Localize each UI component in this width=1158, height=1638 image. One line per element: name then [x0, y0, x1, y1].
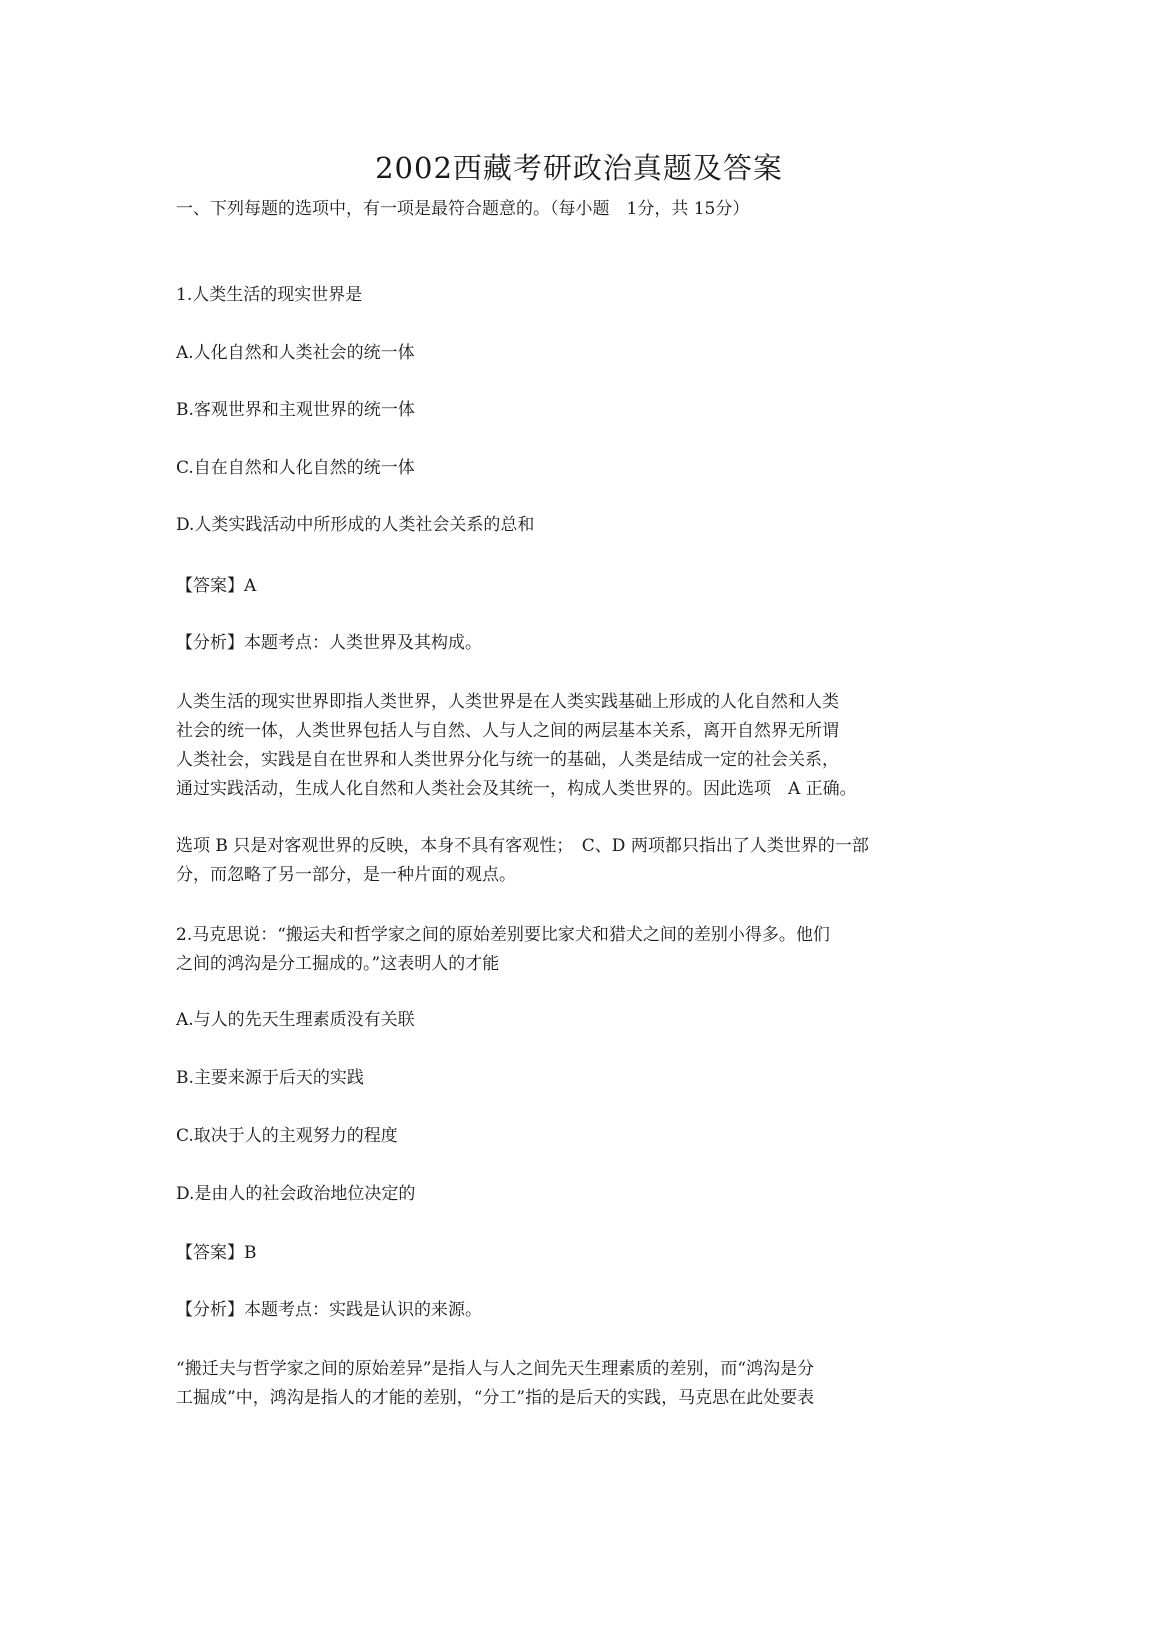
- q1-extra-line: 选项 B 只是对客观世界的反映，本身不具有客观性； C、D 两项都只指出了人类世界的一部: [176, 836, 869, 856]
- q2-option-b: B.主要来源于后天的实践: [176, 1068, 364, 1088]
- q2-answer: 【答案】B: [176, 1243, 257, 1263]
- q2-stem-line: 2.马克思说：“搬运夫和哲学家之间的原始差别要比家犬和猎犬之间的差别小得多。他们: [176, 925, 830, 945]
- q1-answer: 【答案】A: [176, 576, 257, 596]
- q2-stem: [176, 921, 986, 979]
- document-title: 2002西藏考研政治真题及答案: [375, 151, 783, 185]
- q1-analysis-point: 【分析】本题考点：人类世界及其构成。: [176, 633, 482, 653]
- q1-explanation-line: 通过实践活动，生成人化自然和人类社会及其统一，构成人类世界的。因此选项 A 正确。: [176, 779, 857, 799]
- q1-explanation-line: 社会的统一体，人类世界包括人与自然、人与人之间的两层基本关系，离开自然界无所谓: [176, 721, 839, 741]
- q2-analysis-point: 【分析】本题考点：实践是认识的来源。: [176, 1300, 482, 1320]
- q2-explanation-line: “搬迁夫与哲学家之间的原始差异”是指人与人之间先天生理素质的差别，而“鸿沟是分: [176, 1359, 815, 1379]
- q1-option-b: B.客观世界和主观世界的统一体: [176, 400, 415, 420]
- q1-extra-explanation: [176, 832, 986, 890]
- q1-explanation-line: 人类社会，实践是自在世界和人类世界分化与统一的基础，人类是结成一定的社会关系，: [176, 750, 839, 770]
- q2-option-a: A.与人的先天生理素质没有关联: [176, 1010, 415, 1030]
- q2-stem-line: 之间的鸿沟是分工掘成的。”这表明人的才能: [176, 954, 500, 974]
- q1-extra-line: 分，而忽略了另一部分，是一种片面的观点。: [176, 865, 516, 885]
- q1-option-d: D.人类实践活动中所形成的人类社会关系的总和: [176, 515, 535, 535]
- q1-explanation: [176, 688, 986, 804]
- q1-option-c: C.自在自然和人化自然的统一体: [176, 458, 415, 478]
- q2-explanation-line: 工掘成”中，鸿沟是指人的才能的差别，“分工”指的是后天的实践，马克思在此处要表: [176, 1388, 815, 1408]
- section-heading: 一、下列每题的选项中，有一项是最符合题意的。（每小题 1分，共 15分）: [176, 199, 750, 219]
- q1-option-a: A.人化自然和人类社会的统一体: [176, 343, 415, 363]
- q1-explanation-line: 人类生活的现实世界即指人类世界，人类世界是在人类实践基础上形成的人化自然和人类: [176, 692, 839, 712]
- q2-option-c: C.取决于人的主观努力的程度: [176, 1126, 398, 1146]
- q2-explanation: [176, 1355, 986, 1413]
- q1-stem: 1.人类生活的现实世界是: [176, 285, 363, 305]
- q2-option-d: D.是由人的社会政治地位决定的: [176, 1184, 416, 1204]
